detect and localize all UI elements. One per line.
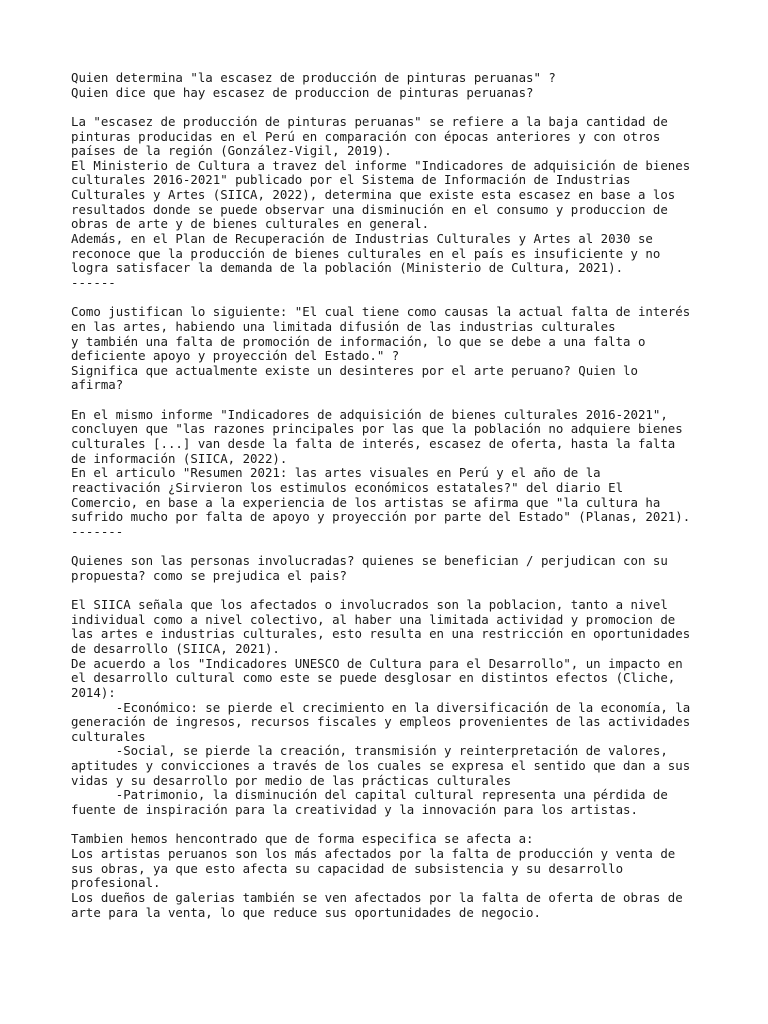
text-line: logra satisfacer la demanda de la población (Ministerio de Cultura, 2021). (71, 260, 624, 276)
text-line: La "escasez de producción de pinturas peruanas" se refiere a la baja cantidad de (71, 113, 668, 129)
text-line: ------ (71, 274, 116, 290)
blank-line (71, 100, 711, 115)
text-line: generación de ingresos, recursos fiscales y empleos provenientes de las actividades (71, 714, 691, 730)
text-line: en las artes, habiendo una limitada difusión de las industrias culturales (71, 318, 616, 334)
text-line: culturales 2016-2021" publicado por el Sistema de Información de Industrias (71, 172, 631, 188)
document-body (71, 71, 711, 920)
text-line: Los artistas peruanos son los más afectados por la falta de producción y venta de (71, 845, 676, 861)
text-line: El Ministerio de Cultura a travez del informe "Indicadores de adquisición de bienes (71, 157, 691, 173)
text-line: -Social, se pierde la creación, transmisión y reinterpretación de valores, (71, 743, 668, 759)
text-line: -Patrimonio, la disminución del capital cultural representa una pérdida de (71, 787, 668, 803)
text-line: arte para la venta, lo que reduce sus oportunidades de negocio. (71, 904, 541, 920)
text-line: culturales [...] van desde la falta de interés, escasez de oferta, hasta la falta (71, 436, 676, 452)
text-line: y también una falta de promoción de información, lo que se debe a una falta o (71, 333, 646, 349)
text-line: fuente de inspiración para la creatividad y la innovación para los artistas. (71, 802, 638, 818)
text-line: Comercio, en base a la experiencia de los artistas se afirma que "la cultura ha (71, 494, 661, 510)
text-line: individual como a nivel colectivo, al haber una limitada actividad y promocion de (71, 611, 676, 627)
text-line: Culturales y Artes (SIICA, 2022), determina que existe esta escasez en base a los (71, 187, 676, 203)
text-line: de desarrollo (SIICA, 2021). (71, 640, 280, 656)
text-line: De acuerdo a los "Indicadores UNESCO de Cultura para el Desarrollo", un impacto en (71, 655, 683, 671)
blank-line (71, 393, 711, 408)
text-line: las artes e industrias culturales, esto resulta en una restricción en oportunidades (71, 626, 691, 642)
text-line: En el articulo "Resumen 2021: las artes visuales en Perú y el año de la (71, 465, 601, 481)
text-line: Quien determina "la escasez de producción de pinturas peruanas" ? (71, 70, 556, 85)
text-line: Tambien hemos hencontrado que de forma especifica se afecta a: (71, 831, 534, 847)
text-line: obras de arte y de bienes culturales en general. (71, 216, 430, 232)
text-line: En el mismo informe "Indicadores de adquisición de bienes culturales 2016-2021", (71, 406, 668, 422)
text-line: Significa que actualmente existe un desinteres por el arte peruano? Quien lo (71, 362, 638, 378)
text-line: afirma? (71, 377, 124, 393)
text-line: Como justifican lo siguiente: "El cual tiene como causas la actual falta de interés (71, 304, 691, 320)
text-line: deficiente apoyo y proyección del Estado." ? (71, 348, 400, 364)
text-line: sufrido mucho por falta de apoyo y proyección por parte del Estado" (Planas, 2021). (71, 509, 691, 525)
text-line: Quienes son las personas involucradas? quienes se benefician / perjudican con su (71, 553, 668, 569)
text-line: Los dueños de galerias también se ven afectados por la falta de oferta de obras de (71, 889, 683, 905)
blank-line (71, 291, 711, 306)
text-line: resultados donde se puede observar una disminución en el consumo y produccion de (71, 201, 668, 217)
text-line: de información (SIICA, 2022). (71, 450, 288, 466)
text-line: vidas y su desarrollo por medio de las prácticas culturales (71, 772, 512, 788)
text-line: culturales (71, 728, 146, 744)
blank-line (71, 583, 711, 598)
text-line: el desarrollo cultural como este se puede desglosar en distintos efectos (Cliche, (71, 670, 676, 686)
text-line: -Económico: se pierde el crecimiento en la diversificación de la economía, la (71, 699, 691, 715)
text-line: países de la región (González-Vigil, 2019). (71, 143, 392, 159)
text-line: reconoce que la producción de bienes culturales en el país es insuficiente y no (71, 245, 661, 261)
text-line: sus obras, ya que esto afecta su capacidad de subsistencia y su desarrollo (71, 860, 624, 876)
text-line: concluyen que "las razones principales por las que la población no adquiere bienes (71, 421, 683, 437)
blank-line (71, 540, 711, 555)
text-line: aptitudes y convicciones a través de los cuales se expresa el sentido que dan a sus (71, 758, 691, 774)
text-line: Quien dice que hay escasez de produccion de pinturas peruanas? (71, 84, 534, 100)
text-line: Además, en el Plan de Recuperación de Industrias Culturales y Artes al 2030 se (71, 231, 653, 247)
text-line: propuesta? como se prejudica el pais? (71, 567, 348, 583)
text-line: profesional. (71, 875, 161, 891)
text-line: pinturas producidas en el Perú en comparación con épocas anteriores y con otros (71, 128, 661, 144)
text-line: ------- (71, 523, 124, 539)
text-line: 2014): (71, 684, 116, 700)
text-line: El SIICA señala que los afectados o involucrados son la poblacion, tanto a nivel (71, 597, 668, 613)
text-line: reactivación ¿Sirvieron los estimulos económicos estatales?" del diario El (71, 479, 624, 495)
blank-line (71, 818, 711, 833)
